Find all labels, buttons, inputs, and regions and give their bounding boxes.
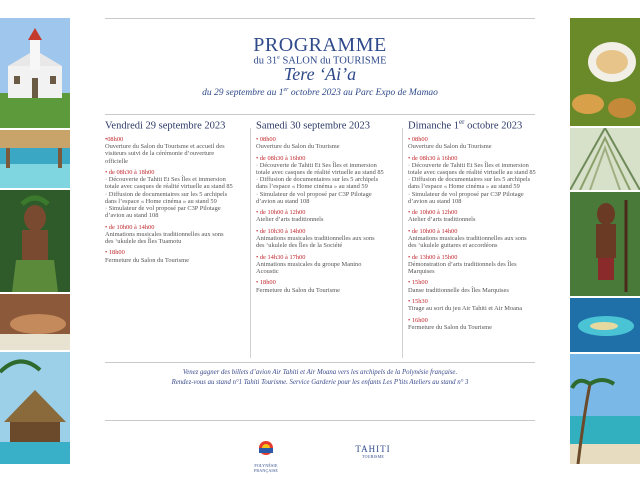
tourisme-logo-text: TOURISME bbox=[362, 454, 384, 459]
event-description: Ouverture du Salon du Tourisme bbox=[408, 143, 492, 151]
event-description: Démonstration d’arts traditionnels des Îles bbox=[408, 260, 517, 268]
event-item bbox=[408, 279, 558, 293]
event-description: Fermeture du Salon du Tourisme bbox=[408, 323, 492, 331]
event-time: • de 08h30 à 16h00 bbox=[408, 154, 458, 162]
event-description: visiteurs suivi de la cérémonie d’ouverture bbox=[105, 150, 215, 158]
event-time: • de 10h00 à 12h00 bbox=[256, 209, 306, 217]
day-title: Vendredi 29 septembre 2023 bbox=[105, 120, 226, 132]
event-description: · Diffusion de documentaires sur les 5 archipels bbox=[256, 176, 379, 184]
event-time: • 18h00 bbox=[105, 249, 125, 257]
event-description: Animations musicales traditionnelles aux sons bbox=[408, 235, 527, 242]
event-description: dans l’espace « Home cinéma » au stand 59 bbox=[256, 183, 368, 191]
event-item bbox=[408, 155, 558, 205]
event-description: totale avec casques de réalité virtuelle au stand 85 bbox=[256, 169, 384, 176]
event-description: Acoustic bbox=[256, 268, 279, 275]
event-time: • de 10h30 à 14h00 bbox=[256, 227, 306, 235]
salon-dates bbox=[150, 87, 490, 98]
event-description: d’avion au stand 108 bbox=[408, 197, 462, 205]
event-description: d’avion au stand 108 bbox=[105, 212, 159, 220]
event-time: • de 10h00 à 14h00 bbox=[408, 227, 458, 235]
event-description: des ‘ukulele guitares et accordéons bbox=[408, 242, 498, 250]
event-description: Fermeture du Salon du Tourisme bbox=[105, 256, 189, 264]
top-rule bbox=[105, 18, 535, 19]
event-time: • de 14h30 à 17h00 bbox=[256, 253, 306, 261]
edition-rest: SALON du TOURISME bbox=[279, 55, 387, 67]
event-time: • 08h00 bbox=[256, 136, 276, 143]
event-description: · Simulateur de vol proposé par C3P Pilotage bbox=[256, 190, 372, 198]
event-list bbox=[105, 136, 255, 264]
event-list bbox=[408, 136, 558, 331]
event-description: totale avec casques de réalité virtuelle au stand 85 bbox=[105, 183, 233, 191]
massage-photo bbox=[0, 294, 70, 350]
event-description: Fermeture du Salon du Tourisme bbox=[256, 286, 340, 294]
event-description: des ‘ukulele des Îles de la Société bbox=[256, 242, 343, 250]
day-column-sunday bbox=[408, 118, 558, 335]
event-description: d’avion au stand 108 bbox=[256, 197, 310, 205]
dates-suffix: er bbox=[283, 87, 289, 93]
event-time: • 18h00 bbox=[256, 279, 276, 287]
polynesie-logo-text: POLYNÉSIE FRANÇAISE bbox=[253, 463, 279, 473]
event-item bbox=[105, 249, 255, 263]
dates-rest: octobre 2023 au Parc Expo de Mamao bbox=[288, 88, 438, 99]
polynesie-logo bbox=[246, 440, 286, 473]
event-description: Tirage au sort du jeu Air Tahiti et Air Moana bbox=[408, 305, 523, 313]
event-description: · Découverte de Tahiti Et Ses Îles et immersion bbox=[105, 176, 226, 184]
event-time: • de 08h30 à 18h00 bbox=[105, 169, 155, 176]
event-description: dans l’espace « Home cinéma » au stand 59 bbox=[105, 197, 217, 205]
event-item bbox=[105, 136, 255, 165]
event-item bbox=[256, 209, 406, 223]
event-item bbox=[256, 228, 406, 250]
event-description: officielle bbox=[105, 157, 128, 165]
event-time: • 16h00 bbox=[408, 316, 428, 324]
event-description: · Diffusion de documentaires sur les 5 archipels bbox=[105, 190, 228, 198]
event-item bbox=[256, 279, 406, 293]
event-item bbox=[408, 298, 558, 312]
event-description: totale avec casques de réalité virtuelle au stand 85 bbox=[408, 169, 536, 176]
dates-prefix: du 29 septembre au 1 bbox=[202, 88, 284, 99]
overwater-bungalow-photo bbox=[0, 352, 70, 464]
tahiti-tourisme-logo bbox=[348, 444, 398, 459]
event-time: • 08h00 bbox=[408, 136, 428, 143]
event-time: • de 13h00 à 15h00 bbox=[408, 253, 458, 261]
event-item bbox=[105, 224, 255, 246]
event-description: Animations musicales traditionnelles aux sons bbox=[105, 230, 224, 238]
event-list bbox=[256, 136, 406, 294]
event-description: Atelier d’arts traditionnels bbox=[256, 216, 324, 224]
edition-prefix: du 31 bbox=[253, 55, 278, 67]
event-item bbox=[408, 209, 558, 223]
event-time: •08h00 bbox=[105, 136, 124, 143]
event-description: Animations musicales traditionnelles aux sons bbox=[256, 235, 375, 242]
event-description: Ouverture du Salon du Tourisme bbox=[256, 143, 340, 151]
lagoon-aerial-photo bbox=[570, 298, 640, 352]
beach-bar-photo bbox=[0, 130, 70, 188]
event-time: • de 08h30 à 16h00 bbox=[256, 154, 306, 162]
polynesie-emblem-icon bbox=[246, 440, 286, 458]
event-description: dans l’espace « Home cinéma » au stand 59 bbox=[408, 183, 520, 191]
event-description: · Diffusion de documentaires sur les 5 archipels bbox=[408, 176, 531, 184]
event-description: des ‘ukulele des Îles Tuamotu bbox=[105, 238, 182, 246]
footer-rule bbox=[105, 420, 535, 421]
day-column-friday bbox=[105, 118, 255, 268]
beach-palm-photo bbox=[570, 354, 640, 464]
event-time: • 15h30 bbox=[408, 297, 428, 305]
program-bottom-rule bbox=[105, 362, 535, 363]
header-rule bbox=[105, 114, 535, 115]
event-description: · Simulateur de vol proposé par C3P Pilotage bbox=[408, 190, 524, 198]
event-description: Danse traditionnelle des Îles Marquises bbox=[408, 286, 509, 294]
church-photo bbox=[0, 18, 70, 128]
event-item bbox=[256, 254, 406, 276]
event-description: Marquises bbox=[408, 268, 435, 275]
programme-title: PROGRAMME bbox=[253, 34, 387, 56]
event-item bbox=[256, 155, 406, 205]
event-description: Atelier d’arts traditionnels bbox=[408, 216, 476, 224]
warrior-dancer-photo bbox=[570, 192, 640, 296]
edition-suffix: e bbox=[277, 55, 280, 61]
event-item bbox=[408, 136, 558, 150]
day-title: Dimanche 1er octobre 2023 bbox=[408, 118, 523, 132]
tahiti-logo-text: TAHITI bbox=[355, 444, 391, 454]
day-title: Samedi 30 septembre 2023 bbox=[256, 120, 371, 132]
event-item bbox=[408, 254, 558, 276]
event-item bbox=[256, 136, 406, 150]
palm-leaf-photo bbox=[570, 128, 640, 190]
promo-line: Venez gagner des billets d’avion Air Tahiti et Air Moana vers les archipels de la Polynésie française. bbox=[182, 369, 458, 376]
event-description: · Simulateur de vol proposé par C3P Pilotage bbox=[105, 205, 221, 213]
dancer-photo bbox=[0, 190, 70, 292]
event-description: Animations musicales du groupe Manino bbox=[256, 260, 362, 268]
stand-info-line: Rendez-vous au stand n°1 Tahiti Tourisme. Service Garderie pour les enfants Les P’tits Ateliers au stand n° 3 bbox=[171, 379, 469, 386]
event-item bbox=[105, 169, 255, 219]
event-time: • de 10h00 à 14h00 bbox=[105, 223, 155, 231]
food-photo bbox=[570, 18, 640, 126]
event-item bbox=[408, 317, 558, 331]
event-time: • 15h00 bbox=[408, 279, 428, 287]
event-description: · Découverte de Tahiti Et Ses Îles et immersion bbox=[408, 161, 529, 169]
event-item bbox=[408, 228, 558, 250]
event-description: Ouverture du Salon du Tourisme et accueil des bbox=[105, 143, 225, 151]
event-time: • de 10h00 à 12h00 bbox=[408, 209, 458, 217]
event-description: · Découverte de Tahiti Et Ses Îles et immersion bbox=[256, 161, 377, 169]
day-column-saturday bbox=[256, 118, 406, 298]
salon-name: Tere ‘Ai’a bbox=[283, 64, 357, 84]
